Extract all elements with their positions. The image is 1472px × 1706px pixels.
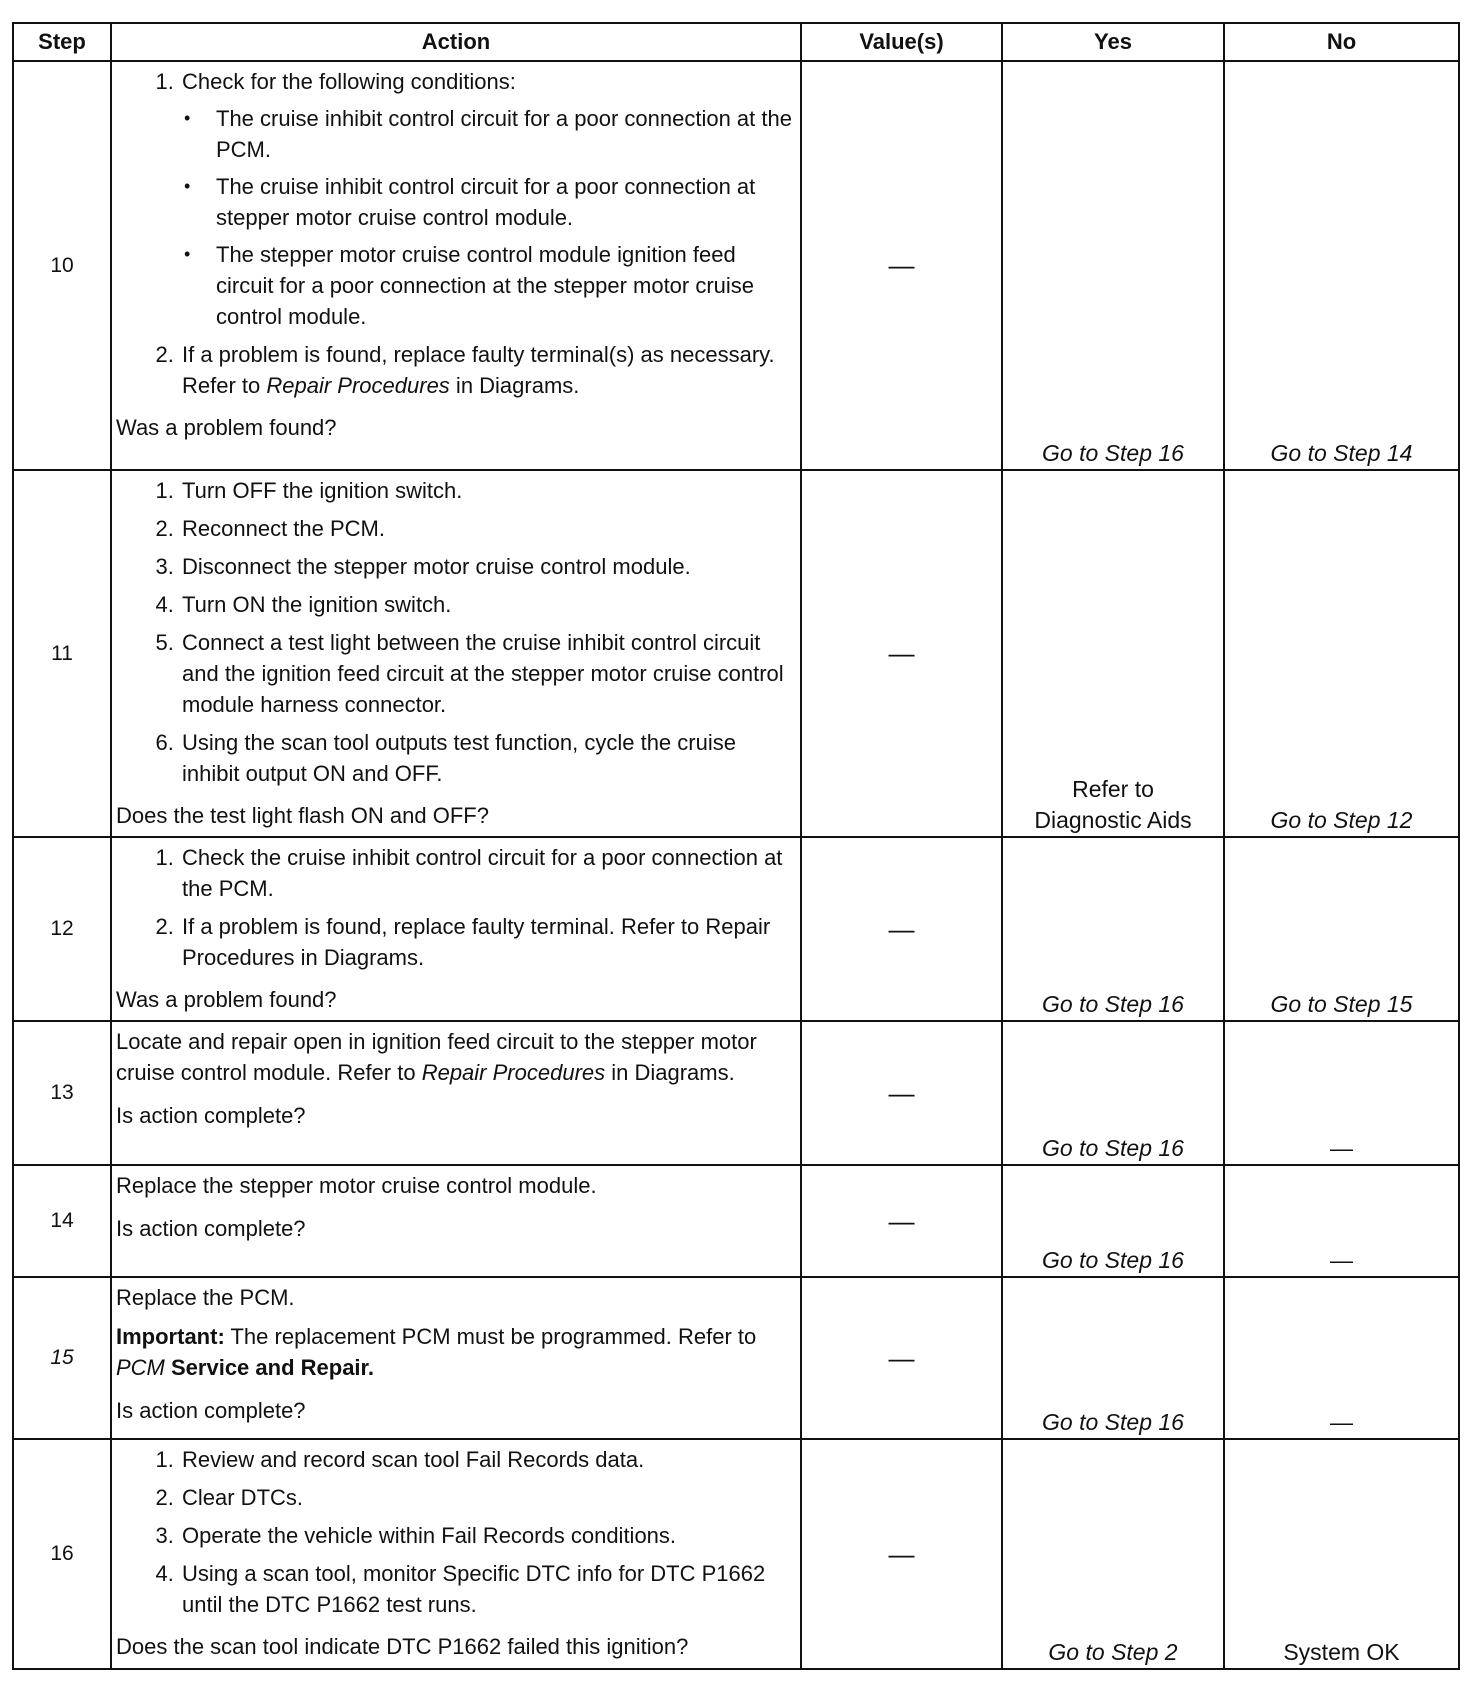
- list-item: 3. Disconnect the stepper motor cruise control module.: [180, 551, 796, 582]
- action-text: Check for the following conditions:: [182, 69, 516, 94]
- value-cell: —: [801, 1021, 1002, 1165]
- header-no: No: [1224, 23, 1459, 61]
- step-number: 13: [13, 1021, 111, 1165]
- table-row: [13, 837, 1459, 1021]
- reference-text: Repair Procedures: [421, 1060, 606, 1085]
- action-cell: [111, 1439, 801, 1669]
- step-number: 12: [13, 837, 111, 1021]
- action-text: in Diagrams.: [449, 373, 580, 398]
- no-result: —: [1224, 1165, 1459, 1277]
- list-item: 1. Turn OFF the ignition switch.: [180, 475, 796, 506]
- header-step: Step: [13, 23, 111, 61]
- action-paragraph: Replace the stepper motor cruise control module.: [116, 1173, 597, 1198]
- action-cell: [111, 61, 801, 470]
- value-cell: —: [801, 61, 1002, 470]
- table-row: [13, 1021, 1459, 1165]
- value-cell: —: [801, 1439, 1002, 1669]
- question: Does the scan tool indicate DTC P1662 failed this ignition?: [116, 1634, 689, 1659]
- list-item: 1. Review and record scan tool Fail Records data.: [180, 1444, 796, 1475]
- list-item: 2. Clear DTCs.: [180, 1482, 796, 1513]
- table-row: [13, 61, 1459, 470]
- bullet-item: • The stepper motor cruise control module ignition feed circuit for a poor connection at the stepper motor cruise control module.: [214, 239, 796, 332]
- action-text: If a problem is found, replace faulty terminal(s) as necessary. Refer to: [182, 342, 775, 398]
- action-text: The replacement PCM must be programmed. Refer to: [224, 1324, 757, 1349]
- question: Is action complete?: [116, 1216, 306, 1241]
- list-item: 6. Using the scan tool outputs test function, cycle the cruise inhibit output ON and OFF.: [180, 727, 796, 789]
- value-cell: —: [801, 1277, 1002, 1439]
- yes-result: Go to Step 16: [1002, 1277, 1224, 1439]
- action-cell: [111, 470, 801, 837]
- list-item: 1. Check the cruise inhibit control circuit for a poor connection at the PCM.: [180, 842, 796, 904]
- list-item: [180, 66, 796, 332]
- action-paragraph: [116, 1026, 796, 1088]
- no-result: System OK: [1224, 1439, 1459, 1669]
- question: Was a problem found?: [116, 987, 337, 1012]
- step-number: 15: [13, 1277, 111, 1439]
- action-cell: [111, 837, 801, 1021]
- action-cell: [111, 1277, 801, 1439]
- action-cell: [111, 1165, 801, 1277]
- no-result: Go to Step 15: [1224, 837, 1459, 1021]
- bullet-item: • The cruise inhibit control circuit for a poor connection at the PCM.: [214, 103, 796, 165]
- yes-result: Go to Step 16: [1002, 1165, 1224, 1277]
- list-item: 3. Operate the vehicle within Fail Records conditions.: [180, 1520, 796, 1551]
- action-paragraph: Replace the PCM.: [116, 1285, 295, 1310]
- list-item: 4. Turn ON the ignition switch.: [180, 589, 796, 620]
- yes-result: Go to Step 2: [1002, 1439, 1224, 1669]
- no-result: —: [1224, 1021, 1459, 1165]
- no-result: —: [1224, 1277, 1459, 1439]
- header-action: Action: [111, 23, 801, 61]
- value-cell: —: [801, 470, 1002, 837]
- value-cell: —: [801, 1165, 1002, 1277]
- list-item: 2. If a problem is found, replace faulty terminal. Refer to Repair Procedures in Diagrams.: [180, 911, 796, 973]
- list-item: 5. Connect a test light between the cruise inhibit control circuit and the ignition feed circuit at the stepper motor cruise control module harness connector.: [180, 627, 796, 720]
- step-number: 14: [13, 1165, 111, 1277]
- no-result: Go to Step 12: [1224, 470, 1459, 837]
- question: Is action complete?: [116, 1103, 306, 1128]
- important-label: Important:: [116, 1324, 225, 1349]
- list-item: [180, 339, 796, 401]
- step-number: 11: [13, 470, 111, 837]
- reference-text: Repair Procedures: [266, 373, 450, 398]
- table-row: [13, 470, 1459, 837]
- question: Is action complete?: [116, 1398, 306, 1423]
- bullet-item: • The cruise inhibit control circuit for a poor connection at stepper motor cruise control module.: [214, 171, 796, 233]
- action-cell: [111, 1021, 801, 1165]
- reference-text: Service and Repair.: [164, 1355, 374, 1380]
- table-row: [13, 1165, 1459, 1277]
- action-text: Locate and repair open in ignition feed circuit to the stepper motor cruise control module. Refer to: [116, 1029, 757, 1085]
- yes-result-line: Refer to: [1072, 776, 1154, 802]
- reference-text: PCM: [116, 1355, 165, 1380]
- yes-result-line: Diagnostic Aids: [1034, 807, 1192, 833]
- table-row: [13, 1277, 1459, 1439]
- list-item: 4. Using a scan tool, monitor Specific DTC info for DTC P1662 until the DTC P1662 test runs.: [180, 1558, 796, 1620]
- yes-result: Go to Step 16: [1002, 837, 1224, 1021]
- action-text: in Diagrams.: [605, 1060, 735, 1085]
- table-row: [13, 1439, 1459, 1669]
- yes-result: Go to Step 16: [1002, 61, 1224, 470]
- question: Was a problem found?: [116, 415, 337, 440]
- step-number: 16: [13, 1439, 111, 1669]
- diagnostic-table: [12, 22, 1460, 1670]
- list-item: 2. Reconnect the PCM.: [180, 513, 796, 544]
- header-row: [13, 23, 1459, 61]
- question: Does the test light flash ON and OFF?: [116, 803, 489, 828]
- step-number: 10: [13, 61, 111, 470]
- header-values: Value(s): [801, 23, 1002, 61]
- yes-result: [1002, 470, 1224, 837]
- important-note: [116, 1321, 796, 1383]
- yes-result: Go to Step 16: [1002, 1021, 1224, 1165]
- header-yes: Yes: [1002, 23, 1224, 61]
- no-result: Go to Step 14: [1224, 61, 1459, 470]
- value-cell: —: [801, 837, 1002, 1021]
